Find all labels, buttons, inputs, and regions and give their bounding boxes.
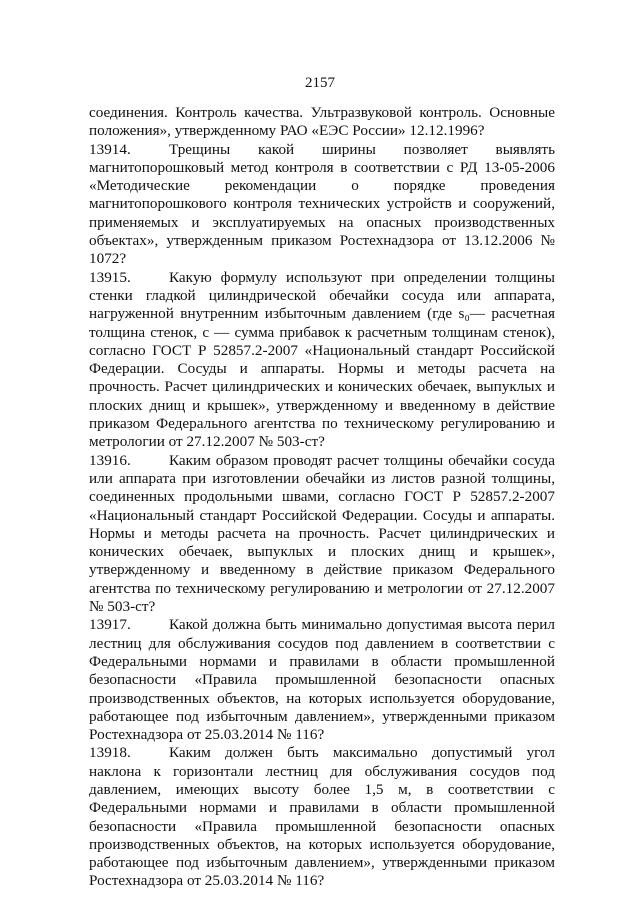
question-text: Каким должен быть максимально допустимый угол наклона к горизонтали лестниц для обслуживания сосудов под давлением, имеющих высоту более 1,5 м, в соответствии с Федеральными нормами и правилами в области промышленной безопасности «Правила промышленной безопасности опасных производственных объектов, на которых используется оборудование, работающее под избыточным давлением», утвержденными приказом Ростехнадзора от 25.03.2014 № 116?	[89, 744, 555, 890]
question-number: 13914.	[89, 140, 131, 158]
paragraph-text: соединения. Контроль качества. Ультразвуковой контроль. Основные положения», утвержденному РАО «ЕЭС России» 12.12.1996?	[89, 104, 555, 140]
question-text: Какой должна быть минимально допустимая высота перил лестниц для обслуживания сосудов под давлением в соответствии с Федеральными нормами и правилами в области промышленной безопасности «Правила промышленной безопасности опасных производственных объектов, на которых используется оборудование, работающее под избыточным давлением», утвержденными приказом Ростехнадзора от 25.03.2014 № 116?	[89, 616, 555, 744]
question-13914	[89, 141, 555, 269]
question-number: 13917.	[89, 616, 131, 634]
document-body	[89, 104, 555, 891]
page-number: 2157	[305, 75, 335, 91]
question-number: 13915.	[89, 268, 131, 286]
question-text: Каким образом проводят расчет толщины обечайки сосуда или аппарата при изготовлении обечайки из листов разной толщины, соединенных продольными швами, согласно ГОСТ Р 52857.2-2007 «Национальный стандарт Российской Федерации. Сосуды и аппараты. Нормы и методы расчета на прочность. Расчет цилиндрических и конических обечаек, выпуклых и плоских днищ и крышек», утвержденному и введенному в действие приказом Федерального агентства по техническому регулированию и метрологии от 27.12.2007 № 503-ст?	[89, 451, 555, 616]
question-number: 13918.	[89, 744, 131, 762]
paragraph-continuation	[89, 104, 555, 141]
question-13918	[89, 744, 555, 890]
question-13916	[89, 452, 555, 617]
question-number: 13916.	[89, 451, 131, 469]
question-13917	[89, 616, 555, 744]
question-text: Какую формулу используют при определении толщины стенки гладкой цилиндрической обечайки сосуда или аппарата, нагруженной внутренним избыточным давлением (где s₀— расчетная толщина стенок, с — сумма прибавок к расчетным толщинам стенок), согласно ГОСТ Р 52857.2-2007 «Национальный стандарт Российской Федерации. Сосуды и аппараты. Нормы и методы расчета на прочность. Расчет цилиндрических и конических обечаек, выпуклых и плоских днищ и крышек», утвержденному и введенному в действие приказом Федерального агентства по техническому регулированию и метрологии от 27.12.2007 № 503-ст?	[89, 268, 555, 451]
question-text: Трещины какой ширины позволяет выявлять магнитопорошковый метод контроля в соответствии с РД 13-05-2006 «Методические рекомендации о порядке проведения магнитопорошкового контроля технических устройств и сооружений, применяемых и эксплуатируемых на опасных производственных объектах», утвержденным приказом Ростехнадзора от 13.12.2006 № 1072?	[89, 140, 555, 268]
question-13915	[89, 269, 555, 452]
